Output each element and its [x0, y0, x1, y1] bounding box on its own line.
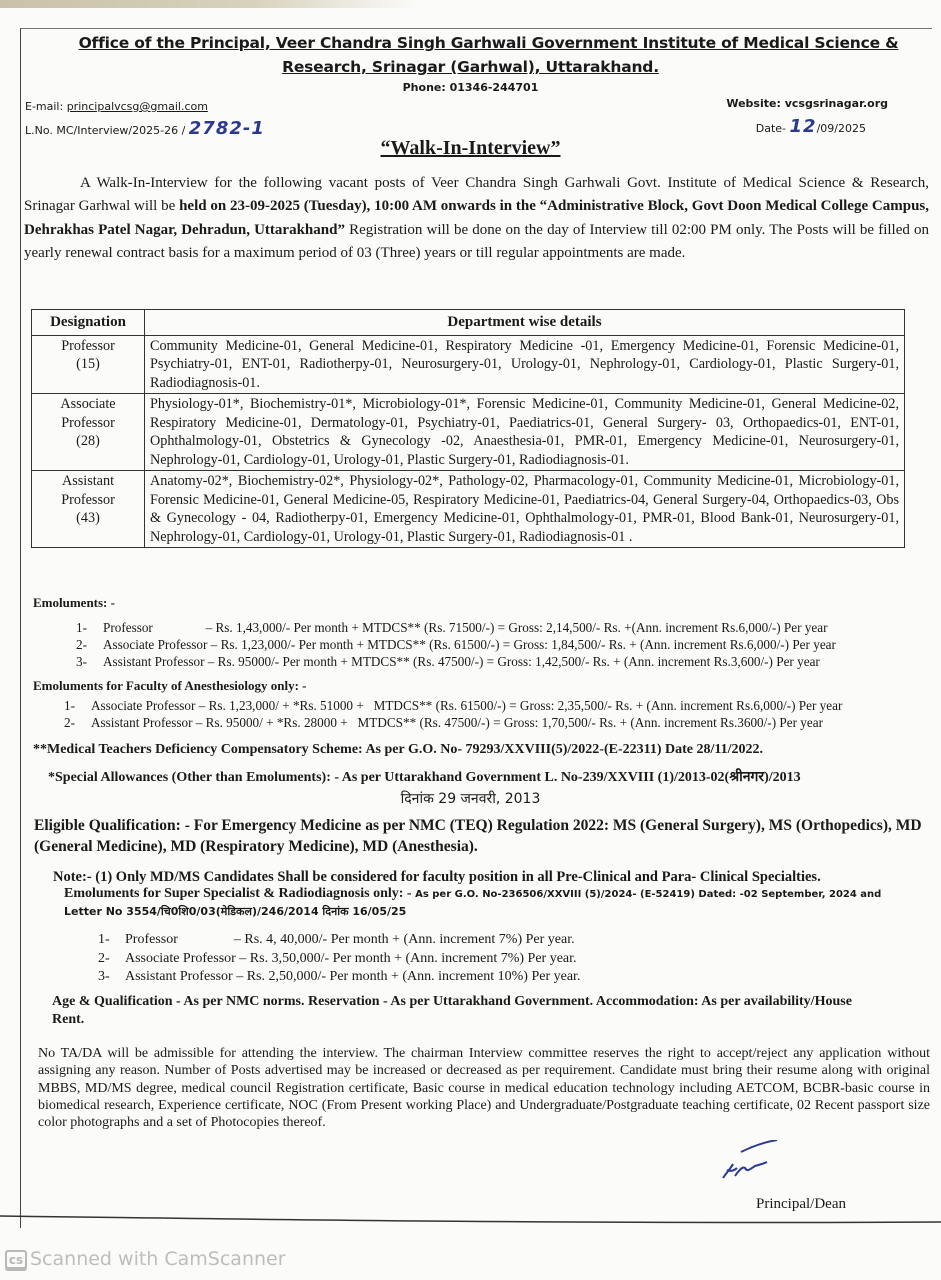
camscanner-logo-icon: cs: [5, 1250, 27, 1269]
phone-number: Phone: 01346-244701: [402, 81, 539, 94]
list-item: 1- Professor – Rs. 4, 40,000/- Per month + (Ann. increment 7%) Per year.: [98, 932, 575, 947]
mtdcs-note: **Medical Teachers Deficiency Compensatory Scheme: As per G.O. No- 79293/XXVIII(5)/2022-(E-22311) Date 28/11/2022.: [33, 742, 763, 757]
list-item: 3- Assistant Professor – Rs. 95000/- Per month + MTDCS** (Rs. 47500/-) = Gross: 1,42,500/- Rs. + (Ann. increment Rs.3,600/-) Per year: [76, 654, 820, 669]
col-designation: Designation: [32, 310, 145, 336]
designation-count: (43): [76, 510, 100, 526]
col-department-details: Department wise details: [145, 310, 905, 336]
designation-name: Associate Professor: [60, 396, 116, 431]
super-specialist-list: [98, 931, 580, 987]
list-item: 1- Professor – Rs. 1,43,000/- Per month + MTDCS** (Rs. 71500/-) = Gross: 2,14,500/- Rs. +(Ann. increment Rs.6,000/-) Per year: [76, 620, 828, 635]
page-bottom-edge: [0, 1214, 941, 1228]
emoluments-label: Emoluments: -: [33, 595, 115, 610]
signature-icon: [715, 1140, 785, 1190]
note-md-ms: Note:- (1) Only MD/MS Candidates Shall be considered for faculty position in all Pre-Clinical and Para- Clinical Specialties.: [53, 869, 821, 885]
department-details-cell: Anatomy-02*, Biochemistry-02*, Physiology-02*, Pathology-02, Pharmacology-01, Community Medicine-01, Microbiology-01, Forensic Medicine-01, General Medicine-05, Respiratory Medicine-01, Paediatrics-04, General Surgery-04, Orthopaedics-03, Obs & Gynecology - 04, Radiotherpy-01, Emergency Medicine-01, Ophthalmology-01, PMR-01, Blood Bank-01, Neurosurgery-01, Nephrology-01, Cardiology-01, Urology-01, Plastic Surgery-01, Radiodiagnosis-01 .: [145, 471, 905, 548]
letter-number-prefix: L.No. MC/Interview/2025-26 /: [25, 124, 189, 137]
date-handwritten: 12: [789, 116, 817, 137]
designation-count: (15): [76, 356, 100, 372]
designation-name: Professor: [61, 337, 115, 354]
institute-title-line1: Office of the Principal, Veer Chandra Singh Garhwali Government Institute of Medical Science &: [78, 34, 899, 52]
intro-text-1: A Walk-In-Interview for the following vacant posts of Veer Chandra Singh Garhwali Govt. Institute of Medical Science & Research, Srinagar Garhwal will be: [24, 175, 929, 215]
table-header-row: [32, 310, 905, 336]
email-label: E-mail:: [25, 100, 67, 113]
table-row: [32, 471, 905, 548]
vacancy-table: [31, 309, 905, 548]
table-row: [32, 394, 905, 471]
list-item: 2- Associate Professor – Rs. 1,23,000/- Per month + MTDCS** (Rs. 61500/-) = Gross: 1,84,500/- Rs. + (Ann. increment Rs.6,000/-) Per year: [76, 637, 836, 652]
email-line: [25, 100, 208, 113]
table-row: [32, 335, 905, 394]
letter-date: [756, 116, 866, 137]
super-specialist-letter: Letter No 3554/चि0शि0/03(मेडिकल)/246/2014 दिनांक 16/05/25: [64, 905, 407, 918]
special-allowance-date: दिनांक 29 जनवरी, 2013: [400, 791, 541, 807]
age-qualification-note: Age & Qualification - As per NMC norms. Reservation - As per Uttarakhand Government. Accommodation: As per availability/House Rent.: [52, 994, 852, 1027]
camscanner-text: Scanned with CamScanner: [30, 1248, 286, 1270]
designation-cell: [32, 471, 145, 548]
super-specialist-ref: As per G.O. No-236506/XXVIII (5)/2024- (E-52419) Dated: -02 September, 2024 and: [415, 889, 882, 900]
department-details-cell: Physiology-01*, Biochemistry-01*, Microbiology-01*, Forensic Medicine-01, Community Medicine-01, General Medicine-02, Respiratory Medicine-01, Dermatology-01, Psychiatry-01, Paediatrics-01, General Surgery- 03, Orthopaedics-01, ENT-01, Ophthalmology-01, Obstetrics & Gynecology -02, Anaesthesia-01, PMR-01, Emergency Medicine-01, Neurosurgery-01, Nephrology-01, Cardiology-01, Urology-01, Plastic Surgery-01, Radiodiagnosis-01.: [145, 394, 905, 471]
list-item: 2- Assistant Professor – Rs. 95000/ + *Rs. 28000 + MTDCS** (Rs. 47500/-) = Gross: 1,70,500/- Rs. + (Ann. increment Rs.3600/-) Per year: [64, 715, 823, 730]
designation-cell: [32, 335, 145, 394]
list-item: 3- Assistant Professor – Rs. 2,50,000/- Per month + (Ann. increment 10%) Per year.: [98, 969, 581, 984]
date-prefix: Date-: [755, 122, 790, 135]
super-specialist-label: Emoluments for Super Specialist & Radiodiagnosis only: -: [64, 886, 416, 901]
closing-paragraph: No TA/DA will be admissible for attending the interview. The chairman Interview committee reserves the right to accept/reject any application without assigning any reason. Number of Posts advertised may be increased or decreased as per requirement. Candidate must bring their resume along with original MBBS, MD/MS degree, medical council Registration certificate, Basic course in medical education technology including AETCOM, BCBR-basic course in biomedical research, Experience certificate, NOC (From Present working Place) and Undergraduate/Postgraduate teaching certificate, 02 Recent passport size color photographs and a set of Photocopies thereof.: [38, 1046, 930, 1131]
designation-count: (28): [76, 433, 100, 449]
website-link[interactable]: Website: vcsgsrinagar.org: [726, 97, 888, 110]
intro-venue-bold: held on 23-09-2025 (Tuesday), 10:00 AM onwards in the “Administrative Block, Govt Doon Medical College Campus, Dehrakhas Patel Nagar, Dehradun, Uttarakhand”: [24, 198, 929, 238]
signatory-title: Principal/Dean: [756, 1196, 846, 1212]
document-heading: “Walk-In-Interview”: [380, 137, 561, 159]
scan-edge-strip: [0, 0, 420, 8]
department-details-cell: Community Medicine-01, General Medicine-01, Respiratory Medicine -01, Emergency Medicine-01, Forensic Medicine-01, Psychiatry-01, ENT-01, Radiotherpy-01, Neurosurgery-01, Urology-01, Nephrology-01, Cardiology-01, Plastic Surgery-01, Radiodiagnosis-01.: [145, 335, 905, 394]
eligible-qualification: Eligible Qualification: - For Emergency Medicine as per NMC (TEQ) Regulation 2022: MS (General Surgery), MS (Orthopedics), MD (General Medicine), MD (Respiratory Medicine), MD (Anesthesia).: [34, 817, 922, 855]
email-link[interactable]: principalvcsg@gmail.com: [66, 100, 208, 113]
list-item: 2- Associate Professor – Rs. 3,50,000/- Per month + (Ann. increment 7%) Per year.: [98, 950, 577, 966]
special-allowance-note: *Special Allowances (Other than Emoluments): - As per Uttarakhand Government L. No-239/XXVIII (1)/2013-02(श्रीनगर)/2013: [48, 770, 801, 785]
list-item: 1- Associate Professor – Rs. 1,23,000/ + *Rs. 51000 + MTDCS** (Rs. 61500/-) = Gross: 2,35,500/- Rs. + (Ann. increment Rs.6,000/-) Per year: [64, 698, 843, 713]
designation-cell: [32, 394, 145, 471]
intro-text-2: Registration will be done on the day of Interview till 02:00 PM only. The Posts will be filled on yearly renewal contract basis for a maximum period of 03 (Three) years or till regular appointments are made.: [24, 221, 929, 262]
anesthesiology-list: [64, 697, 842, 731]
letter-number-handwritten: 2782-1: [188, 118, 265, 139]
anesthesiology-label: Emoluments for Faculty of Anesthesiology only: -: [33, 678, 307, 693]
letter-number: [25, 118, 265, 139]
institute-title-line2: Research, Srinagar (Garhwal), Uttarakhand.: [282, 58, 659, 76]
designation-name: Assistant Professor: [61, 473, 115, 508]
intro-paragraph: [24, 172, 929, 266]
emoluments-list: [76, 619, 836, 670]
super-specialist-heading: [64, 886, 881, 902]
camscanner-watermark: [5, 1244, 286, 1274]
date-suffix: /09/2025: [816, 122, 866, 135]
